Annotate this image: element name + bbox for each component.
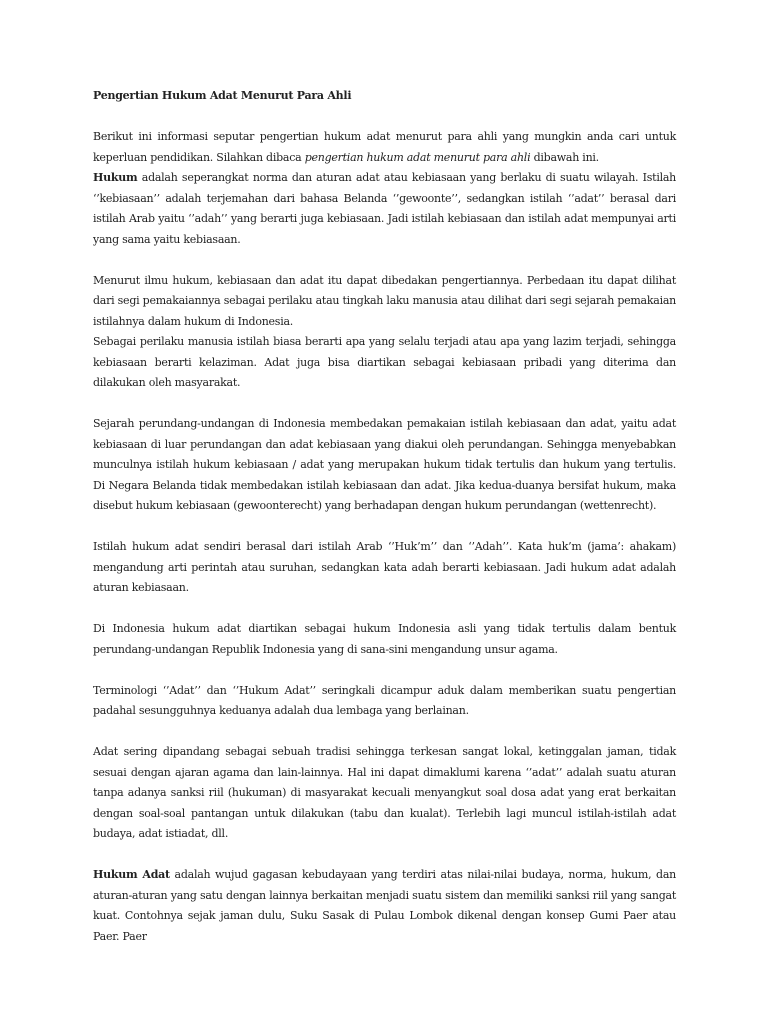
paragraph-sejarah-perundangan: Sejarah perundang-undangan di Indonesia membedakan pemakaian istilah kebiasaan dan adat, yaitu adat kebiasaan di luar perundangan dan adat kebiasaan yang diakui oleh perundangan. Sehingga menyebabkan munculnya istilah hukum kebiasaan / adat yang merupakan hukum tidak tertulis dan hukum yang tertulis. Di Negara Belanda tidak membedakan istilah kebiasaan dan adat. Jika kedua-duanya bersifat hukum, maka disebut hukum kebiasaan (gewoonterecht) yang berhadapan dengan hukum perundangan (wettenrecht).: [93, 417, 676, 512]
document-title: Pengertian Hukum Adat Menurut Para Ahli: [93, 89, 352, 102]
paragraph-hukum-adat-wujud: [93, 865, 676, 947]
paragraph-hukum-definition: [93, 168, 676, 250]
paragraph-adat-tradisi: Adat sering dipandang sebagai sebuah tradisi sehingga terkesan sangat lokal, ketinggalan jaman, tidak sesuai dengan ajaran agama dan lain-lainnya. Hal ini dapat dimaklumi karena ‘’adat’’ adalah suatu aturan tanpa adanya sanksi riil (hukuman) di masyarakat kecuali menyangkut soal dosa adat yang erat berkaitan dengan soal-soal pantangan untuk dilakukan (tabu dan kualat). Terlebih lagi muncul istilah-istilah adat budaya, adat istiadat, dll.: [93, 745, 676, 840]
paragraph-hukum-adat-indonesia: Di Indonesia hukum adat diartikan sebagai hukum Indonesia asli yang tidak tertulis dalam bentuk perundang-undangan Republik Indonesia yang di sana-sini mengandung unsur agama.: [93, 622, 676, 656]
paragraph-hukum-text: adalah seperangkat norma dan aturan adat atau kebiasaan yang berlaku di suatu wilayah. Istilah ‘’kebiasaan’’ adalah terjemahan dari bahasa Belanda ‘’gewoonte’’, sedangkan istilah ‘’adat’’ berasal dari istilah Arab yaitu ‘’adah’’ yang berarti juga kebiasaan. Jadi istilah kebiasaan dan istilah adat mempunyai arti yang sama yaitu kebiasaan.: [93, 171, 676, 246]
paragraph-ilmu-hukum: Menurut ilmu hukum, kebiasaan dan adat itu dapat dibedakan pengertiannya. Perbedaan itu dapat dilihat dari segi pemakaiannya sebagai perilaku atau tingkah laku manusia atau dilihat dari segi sejarah pemakaian istilahnya dalam hukum di Indonesia.: [93, 273, 676, 328]
paragraph-intro-text-b: dibawah ini.: [530, 150, 599, 164]
paragraph-intro-italic: pengertian hukum adat menurut para ahli: [304, 150, 531, 164]
paragraph-hukum-adat-bold: Hukum Adat: [93, 868, 170, 881]
paragraph-hukum-bold: Hukum: [93, 171, 138, 184]
paragraph-terminologi: Terminologi ‘’Adat’’ dan ‘’Hukum Adat’’ seringkali dicampur aduk dalam memberikan suatu pengertian padahal sesungguhnya keduanya adalah dua lembaga yang berlainan.: [93, 683, 676, 717]
paragraph-istilah-arab: Istilah hukum adat sendiri berasal dari istilah Arab ‘’Huk’m’’ dan ‘’Adah’’. Kata huk’m (jama’: ahakam) mengandung arti perintah atau suruhan, sedangkan kata adah berarti kebiasaan. Jadi hukum adat adalah aturan kebiasaan.: [93, 540, 676, 594]
paragraph-intro-text-a: Berikut ini informasi seputar pengertian hukum adat menurut para ahli yang mungkin anda cari untuk keperluan pendidikan. Silahkan dibaca: [93, 130, 676, 164]
paragraph-hukum-adat-text: adalah wujud gagasan kebudayaan yang terdiri atas nilai-nilai budaya, norma, hukum, dan aturan-aturan yang satu dengan lainnya berkaitan menjadi suatu sistem dan memiliki sanksi riil yang sangat kuat. Contohnya sejak jaman dulu, Suku Sasak di Pulau Lombok dikenal dengan konsep Gumi Paer atau Paer. Paer: [93, 868, 676, 943]
paragraph-perilaku-manusia: Sebagai perilaku manusia istilah biasa berarti apa yang selalu terjadi atau apa yang lazim terjadi, sehingga kebiasaan berarti kelaziman. Adat juga bisa diartikan sebagai kebiasaan pribadi yang diterima dan dilakukan oleh masyarakat.: [93, 335, 676, 389]
paragraph-intro: [93, 127, 676, 168]
document-page: [93, 86, 676, 947]
